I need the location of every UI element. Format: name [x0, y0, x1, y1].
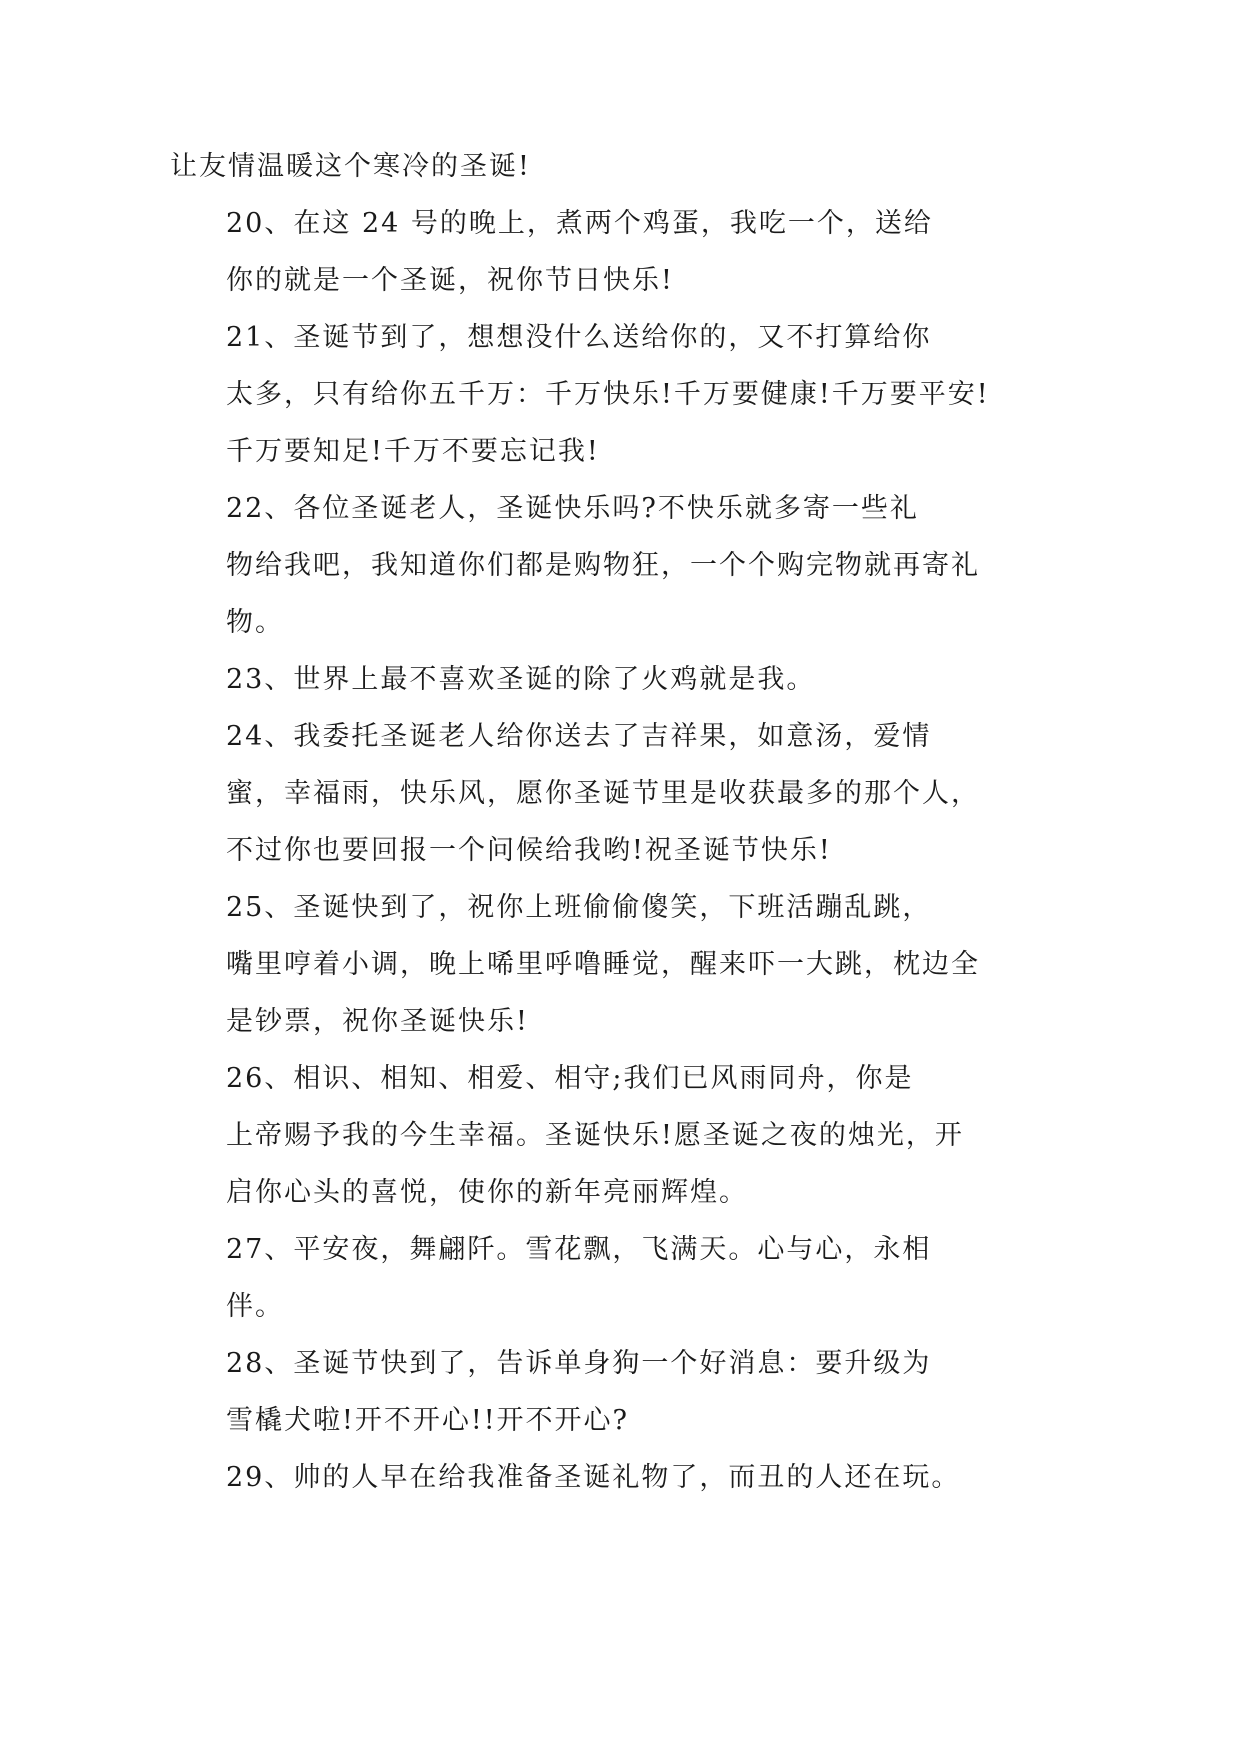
paragraph	[170, 1050, 964, 1221]
text-line: 21、圣诞节到了，想想没什么送给你的，又不打算给你	[226, 322, 932, 353]
text-line: 太多，只有给你五千万：千万快乐!千万要健康!千万要平安!	[226, 379, 990, 410]
text-line: 不过你也要回报一个问候给我哟!祝圣诞节快乐!	[226, 835, 832, 866]
text-line: 28、圣诞节快到了，告诉单身狗一个好消息：要升级为	[226, 1348, 932, 1379]
paragraph	[170, 1221, 945, 1335]
text-line: 上帝赐予我的今生幸福。圣诞快乐!愿圣诞之夜的烛光，开	[226, 1120, 964, 1151]
text-line: 25、圣诞快到了，祝你上班偷偷傻笑，下班活蹦乱跳，	[226, 892, 932, 923]
paragraph	[170, 480, 980, 651]
text-line: 22、各位圣诞老人，圣诞快乐吗?不快乐就多寄一些礼	[226, 493, 919, 524]
text-line: 26、相识、相知、相爱、相守;我们已风雨同舟，你是	[226, 1063, 914, 1094]
paragraph	[170, 879, 980, 1050]
paragraph	[170, 1449, 961, 1506]
text-line: 物。	[226, 607, 284, 638]
paragraph	[170, 138, 945, 195]
paragraph	[170, 651, 945, 708]
text-line: 雪橇犬啦!开不开心!!开不开心?	[226, 1405, 630, 1436]
text-line: 嘴里哼着小调，晚上唏里呼噜睡觉，醒来吓一大跳，枕边全	[226, 949, 980, 980]
paragraph	[170, 195, 945, 309]
text-line: 千万要知足!千万不要忘记我!	[226, 436, 600, 467]
text-line: 蜜，幸福雨，快乐风，愿你圣诞节里是收获最多的那个人，	[226, 778, 980, 809]
paragraph	[170, 708, 980, 879]
text-line: 让友情温暖这个寒冷的圣诞!	[170, 151, 531, 182]
text-line: 29、帅的人早在给我准备圣诞礼物了，而丑的人还在玩。	[226, 1462, 961, 1493]
document-body	[170, 138, 990, 1506]
text-line: 27、平安夜，舞翩阡。雪花飘，飞满天。心与心，永相	[226, 1234, 932, 1265]
text-line: 你的就是一个圣诞，祝你节日快乐!	[226, 265, 674, 296]
text-line: 23、世界上最不喜欢圣诞的除了火鸡就是我。	[226, 664, 816, 695]
paragraph	[170, 1335, 945, 1449]
text-line: 是钞票，祝你圣诞快乐!	[226, 1006, 529, 1037]
text-line: 启你心头的喜悦，使你的新年亮丽辉煌。	[226, 1177, 748, 1208]
text-line: 伴。	[226, 1291, 284, 1322]
paragraph	[170, 309, 990, 480]
text-line: 物给我吧，我知道你们都是购物狂，一个个购完物就再寄礼	[226, 550, 980, 581]
text-line: 24、我委托圣诞老人给你送去了吉祥果，如意汤，爱情	[226, 721, 932, 752]
text-line: 20、在这 24 号的晚上，煮两个鸡蛋，我吃一个，送给	[226, 208, 933, 239]
